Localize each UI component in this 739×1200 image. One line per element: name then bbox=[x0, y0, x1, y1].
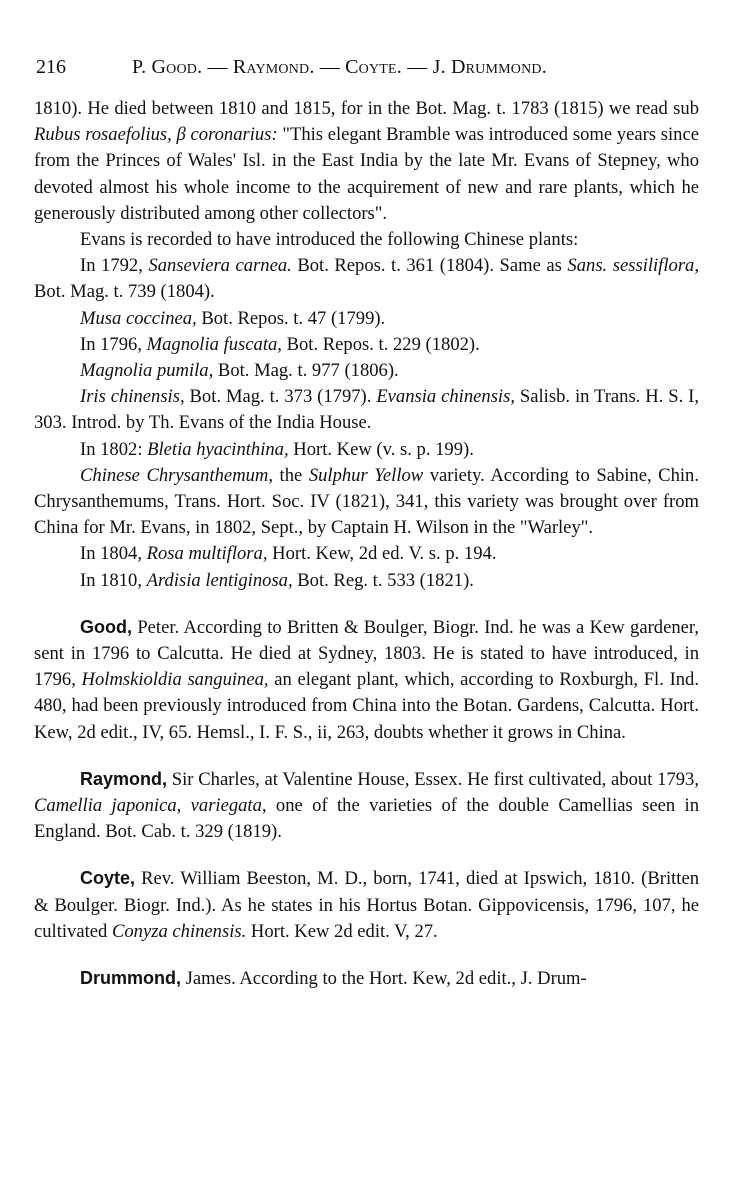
text-run: Hort. Kew (v. s. p. 199). bbox=[288, 438, 474, 460]
paragraph bbox=[34, 541, 699, 567]
text-run: Bot. Mag. t. 977 (1806). bbox=[213, 360, 399, 382]
page-header bbox=[34, 52, 699, 84]
italic-text: Musa coccinea, bbox=[80, 307, 197, 329]
italic-text: Conyza chinensis. bbox=[111, 920, 247, 942]
text-run: Peter. According to Britten & Boulger, Biogr. Ind. he was a Kew gardener, sent in 1796 to Calcutta. He died at Sydney, 1803. He is stated to have introduced, in 1796, bbox=[34, 616, 699, 691]
italic-text: Camellia japonica, variegata, bbox=[34, 795, 267, 817]
text-run: In 1792, bbox=[80, 255, 149, 277]
text-run: an elegant plant, which, according to Roxburgh, Fl. Ind. 480, had been previously introduced from China into the Botan. Gardens, Calcutta. Hort. Kew, 2d edit., IV, 65. Hemsl., I. F. S., ii, 263, doubts whether it grows in China. bbox=[34, 669, 700, 743]
paragraph bbox=[34, 437, 699, 463]
entry-name: Drummond, bbox=[80, 968, 181, 989]
paragraph bbox=[34, 96, 699, 227]
text-run: Hort. Kew 2d edit. V, 27. bbox=[246, 920, 438, 942]
text-run: Bot. Mag. t. 373 (1797). bbox=[184, 386, 377, 408]
text-run: James. According to the Hort. Kew, 2d edit., J. Drum- bbox=[181, 968, 587, 990]
paragraph bbox=[34, 227, 699, 253]
text-run: Evans is recorded to have introduced the following Chinese plants: bbox=[80, 229, 579, 251]
italic-text: Iris chinensis, bbox=[80, 386, 185, 408]
entry-name: Good, bbox=[80, 616, 132, 637]
text-body bbox=[34, 96, 699, 992]
text-run: In 1802: bbox=[80, 438, 148, 460]
paragraph bbox=[34, 358, 699, 384]
paragraph bbox=[34, 463, 699, 542]
text-run: "This elegant Bramble was introduced some years since from the Princes of Wales' Isl. in the East India by the late Mr. Evans of Stepney, who devoted almost his whole income to the acquirement of new and rare plants, which he generously distributed among other collectors". bbox=[34, 124, 699, 224]
italic-text: Magnolia fuscata, bbox=[146, 333, 282, 355]
running-title: P. Good. — Raymond. — Coyte. — J. Drummond. bbox=[132, 56, 547, 78]
text-run: Rev. William Beeston, M. D., born, 1741, died at Ipswich, 1810. (Britten & Boulger. Biogr. Ind.). As he states in his Hortus Botan. Gippovicensis, 1796, 107, he cultivated bbox=[34, 868, 699, 942]
italic-text: Rosa multiflora, bbox=[146, 543, 268, 565]
paragraph bbox=[34, 568, 699, 594]
italic-text: Sanseviera carnea. bbox=[148, 255, 292, 277]
text-run: In 1796, bbox=[80, 333, 147, 355]
text-run: Bot. Mag. t. 739 (1804). bbox=[34, 281, 215, 303]
text-run: In 1810, bbox=[80, 569, 147, 591]
biography-entry bbox=[34, 614, 699, 746]
paragraph bbox=[34, 384, 699, 436]
italic-text: Sans. sessiliflora, bbox=[567, 255, 699, 277]
text-run: 1810). He died between 1810 and 1815, for in the Bot. Mag. t. 1783 (1815) we read sub bbox=[34, 98, 699, 119]
text-run: Hort. Kew, 2d ed. V. s. p. 194. bbox=[267, 543, 497, 565]
text-run: Bot. Reg. t. 533 (1821). bbox=[292, 569, 474, 591]
italic-text: Holmskioldia sanguinea, bbox=[81, 669, 269, 691]
paragraph bbox=[34, 306, 699, 332]
biography-entry bbox=[34, 965, 699, 992]
italic-text: Magnolia pumila, bbox=[80, 360, 214, 382]
paragraph bbox=[34, 253, 699, 305]
text-run: Bot. Repos. t. 229 (1802). bbox=[281, 333, 480, 355]
paragraph bbox=[34, 332, 699, 358]
text-run: Bot. Repos. t. 361 (1804). Same as bbox=[291, 255, 568, 277]
text-run: one of the varieties of the double Camellias seen in England. Bot. Cab. t. 329 (1819). bbox=[34, 795, 699, 843]
biography-entry bbox=[34, 766, 699, 846]
page-number: 216 bbox=[36, 56, 66, 78]
entry-name: Raymond, bbox=[80, 768, 168, 789]
text-run: the bbox=[273, 464, 309, 486]
italic-text: Bletia hyacinthina, bbox=[147, 438, 289, 460]
italic-text: Rubus rosaefolius, β coronarius: bbox=[34, 124, 278, 146]
italic-text: Chinese Chrysanthemum, bbox=[80, 464, 273, 486]
italic-text: Ardisia lentiginosa, bbox=[146, 569, 293, 591]
text-run: variety. According to Sabine, Chin. Chrysanthemums, Trans. Hort. Soc. IV (1821), 341, this variety was brought over from China for Mr. Evans, in 1802, Sept., by Captain H. Wilson in the "Warley". bbox=[34, 464, 699, 539]
text-run: Salisb. in Trans. H. S. I, 303. Introd. by Th. Evans of the India House. bbox=[34, 386, 700, 434]
text-run: Bot. Repos. t. 47 (1799). bbox=[196, 307, 386, 329]
italic-text: Sulphur Yellow bbox=[308, 464, 424, 486]
biography-entry bbox=[34, 865, 699, 945]
entry-name: Coyte, bbox=[80, 868, 136, 889]
italic-text: Evansia chinensis, bbox=[376, 386, 515, 408]
text-run: Sir Charles, at Valentine House, Essex. He first cultivated, about 1793, bbox=[167, 768, 699, 790]
text-run: In 1804, bbox=[80, 543, 147, 565]
